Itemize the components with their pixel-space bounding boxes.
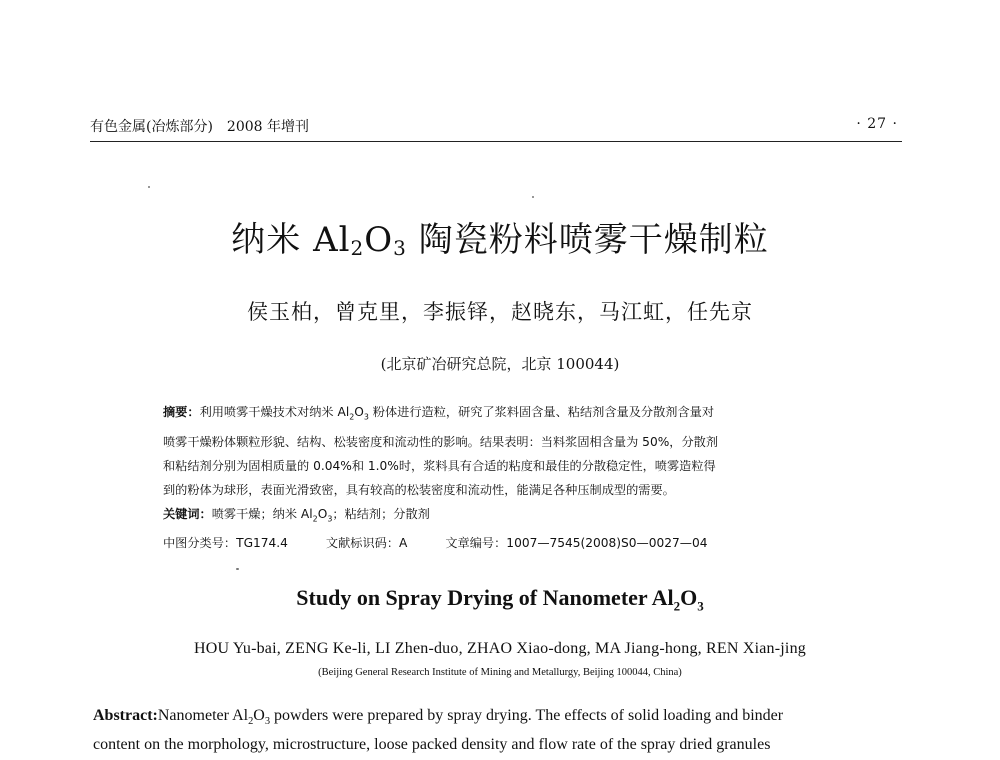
english-authors: HOU Yu-bai, ZENG Ke-li, LI Zhen-duo, ZHAO Xiao-dong, MA Jiang-hong, REN Xian-jing (194, 640, 806, 657)
scan-speck (148, 186, 150, 188)
abstract-line: 喷雾干燥粉体颗粒形貌、结构、松装密度和流动性的影响。结果表明：当料浆固相含量为 50%，分散剂 (163, 434, 719, 449)
keywords-label: 关键词： (163, 507, 212, 522)
abstract-label: 摘要： (163, 405, 200, 419)
english-affiliation: (Beijing General Research Institute of Mining and Metallurgy, Beijing 100044, China) (318, 667, 682, 678)
journal-name: 有色金属(冶炼部分) 2008 年增刊 (90, 119, 310, 135)
abstract-line: 和粘结剂分别为固相质量的 0.04%和 1.0%时，浆料具有合适的粘度和最佳的分散稳定性，喷雾造粒得 (163, 458, 716, 473)
english-title: Study on Spray Drying of Nanometer $Al_2O_3$ (296, 585, 704, 614)
keywords-line: 关键词：喷雾干燥；纳米 $Al_2O_3$；粘结剂；分散剂 (163, 507, 430, 524)
document-code: 文献标识码：A (325, 536, 408, 550)
article-number: 文章编号：1007—7545(2008)S0—0027—04 (445, 536, 708, 550)
header-rule (90, 141, 902, 142)
english-abstract (93, 704, 908, 756)
page-number: · 27 · (856, 116, 898, 132)
abstract-label: Abstract: (93, 707, 158, 724)
scan-speck (236, 568, 239, 570)
abstract-line: content on the morphology, microstructure, loose packed density and flow rate of the spray dried granules (93, 736, 771, 754)
chinese-abstract (163, 400, 835, 532)
abstract-line: 摘要：利用喷雾干燥技术对纳米 $Al_2O_3$ 粉体进行造粒，研究了浆料固含量、粘结剂含量及分散剂含量对 (163, 405, 715, 422)
chinese-affiliation: (北京矿冶研究总院，北京 100044) (380, 355, 620, 373)
classification-line (163, 534, 707, 551)
chinese-title: 纳米 $Al_2O_3$ 陶瓷粉料喷雾干燥制粒 (231, 220, 769, 260)
scan-speck (532, 196, 534, 198)
clc-number: 中图分类号：TG174.4 (163, 536, 288, 550)
abstract-line: 到的粉体为球形，表面光滑致密，具有较高的松装密度和流动性，能满足各种压制成型的需要。 (163, 483, 675, 498)
running-head (90, 116, 898, 138)
chinese-authors: 侯玉柏，曾克里，李振铎，赵晓东，马江虹，任先京 (247, 300, 753, 324)
abstract-line: Abstract:Nanometer $Al_2O_3$ powders were prepared by spray drying. The effects of solid loading and binder (93, 707, 784, 728)
